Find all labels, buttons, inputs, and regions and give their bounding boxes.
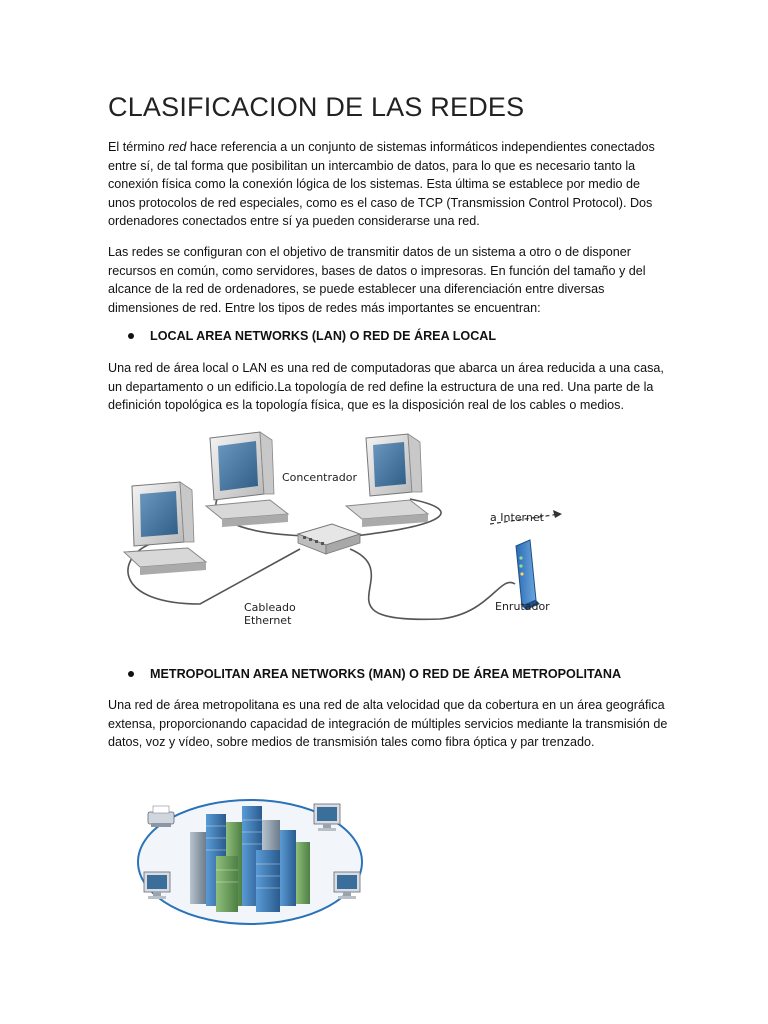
label-concentrador: Concentrador [282, 471, 357, 484]
computer-top-icon [206, 432, 288, 527]
page-title: CLASIFICACION DE LAS REDES [108, 92, 525, 122]
label-internet: a Internet [490, 511, 544, 524]
computer-left-icon [124, 482, 206, 575]
intro-emphasis: red [168, 140, 187, 154]
lan-heading [128, 329, 496, 343]
man-heading [128, 667, 621, 681]
label-enrutador: Enrutador [495, 600, 550, 613]
lan-heading-text: LOCAL AREA NETWORKS (LAN) O RED DE ÁREA LOCAL [150, 329, 497, 343]
intro-text-rest: hace referencia a un conjunto de sistemas informáticos independientes conectados entre sí, de tal forma que posibilitan un intercambio de datos, para lo que es necesario tanto la conexión física como la conexión lógica de los sistemas. Esta última se establece por medio de unos protocolos de red especiales, como es el caso de TCP (Transmission Control Protocol). Dos ordenadores conectados entre sí ya pueden considerarse una red. [108, 140, 655, 229]
computer-right-icon [346, 434, 428, 527]
label-cableado: Cableado [244, 601, 296, 614]
man-paragraph: Una red de área metropolitana es una red de alta velocidad que da cobertura en un área geográfica extensa, proporcionando capacidad de integración de múltiples servicios mediante la transmisión de datos, voz y vídeo, sobre medios de transmisión tales como fibra óptica y par trenzado. [108, 698, 668, 750]
man-heading-text: METROPOLITAN AREA NETWORKS (MAN) O RED DE ÁREA METROPOLITANA [150, 667, 622, 681]
man-diagram [128, 792, 378, 934]
bullet-dot [128, 333, 134, 339]
lan-paragraph: Una red de área local o LAN es una red de computadoras que abarca un área reducida a una casa, un departamento o un edificio.La topología de red define la estructura de una red. Una parte de la definición topológica es la topología física, que es la disposición real de los cables o medios. [108, 361, 664, 413]
label-ethernet: Ethernet [244, 614, 292, 627]
cable-router [350, 549, 515, 619]
lan-diagram [110, 424, 570, 634]
intro-text-start: El término [108, 140, 169, 154]
bullet-dot [128, 671, 134, 677]
intro-paragraph [108, 138, 668, 231]
network-types-paragraph: Las redes se configuran con el objetivo de transmitir datos de un sistema a otro o de disponer recursos en común, como servidores, bases de datos o impresoras. En función del tamaño y del alcance de la red de ordenadores, se puede establecer una diferenciación entre diversas dimensiones de red. Entre los tipos de redes más importantes se encuentran: [108, 245, 646, 315]
printer-icon [148, 806, 174, 827]
